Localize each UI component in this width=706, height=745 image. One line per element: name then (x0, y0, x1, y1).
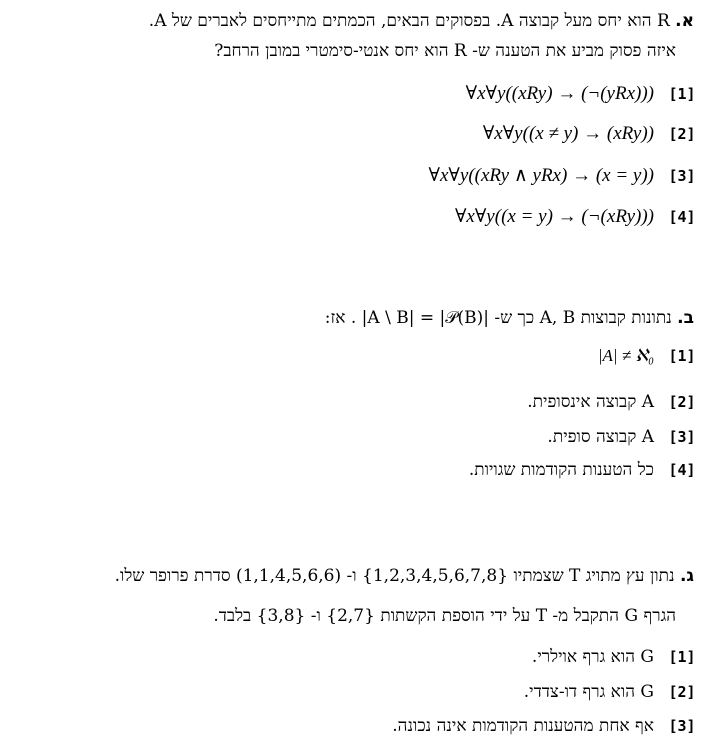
section-c-option-2 (524, 680, 696, 704)
formula: ∀x∀y((x ≠ y) → (xRy)) (482, 123, 654, 144)
option-number: [3] (668, 428, 696, 446)
section-a-text-2: איזה פסוק מביע את הטענה ש- R הוא יחס אנטי-סימטרי במובן הרחב? (214, 41, 676, 61)
section-a-option-1 (466, 82, 696, 106)
section-a-option-2 (483, 122, 696, 146)
section-a-text-1: R הוא יחס מעל קבוצה A. בפסוקים הבאים, הכמתים מתייחסים לאברים של A. (148, 11, 670, 31)
option-number: [2] (668, 393, 696, 411)
section-c-marker: ג. (679, 566, 694, 586)
section-b-text-1: נתונות קבוצות A, B כך ש- |A \ B| = |𝒫(B)| . אז: (324, 308, 672, 328)
option-number: [2] (668, 683, 696, 701)
option-number: [1] (668, 85, 696, 103)
option-number: [4] (668, 461, 696, 479)
section-b-line-1 (8, 307, 694, 329)
section-c-line-2 (8, 605, 676, 627)
option-text: |A| ≠ ℵ₀ (597, 346, 654, 365)
option-text: A קבוצה אינסופית. (527, 392, 654, 412)
section-c-text-2: הגרף G התקבל מ- T על ידי הוספת הקשתות {2,7} ו- {3,8} בלבד. (213, 606, 676, 626)
section-a-line-2 (8, 40, 676, 62)
option-text: G הוא גרף אוילרי. (531, 647, 654, 667)
section-c-option-1 (532, 645, 696, 669)
option-text: G הוא גרף דו-צדדי. (523, 682, 654, 702)
option-text: A קבוצה סופית. (547, 427, 654, 447)
option-text: אף אחת מהטענות הקודמות אינה נכונה. (392, 716, 654, 736)
option-number: [3] (668, 167, 696, 185)
section-a-option-3 (429, 164, 696, 188)
section-c-option-3 (392, 714, 696, 738)
option-text: כל הטענות הקודמות שגויות. (468, 460, 654, 480)
formula: ∀x∀y((xRy ∧ yRx) → (x = y)) (428, 165, 654, 186)
formula: ∀x∀y((xRy) → (¬(yRx))) (465, 83, 654, 104)
section-b-option-2 (527, 390, 696, 414)
section-b-option-1 (598, 344, 696, 368)
option-number: [1] (668, 648, 696, 666)
section-c-line-1 (8, 565, 694, 587)
section-b-option-4 (469, 458, 696, 482)
section-a-marker: א. (675, 11, 694, 31)
option-number: [2] (668, 125, 696, 143)
section-c-text-1: נתון עץ מתויג T שצמתיו {1,2,3,4,5,6,7,8} ו- (1,1,4,5,6,6) סדרת פרופר שלו. (114, 566, 675, 586)
section-b-marker: ב. (677, 308, 694, 328)
section-b-option-3 (547, 425, 696, 449)
section-a-option-4 (455, 205, 696, 229)
option-number: [4] (668, 208, 696, 226)
option-number: [3] (668, 717, 696, 735)
section-a-line-1 (8, 10, 694, 32)
option-number: [1] (668, 347, 696, 365)
formula: ∀x∀y((x = y) → (¬(xRy))) (454, 206, 654, 227)
